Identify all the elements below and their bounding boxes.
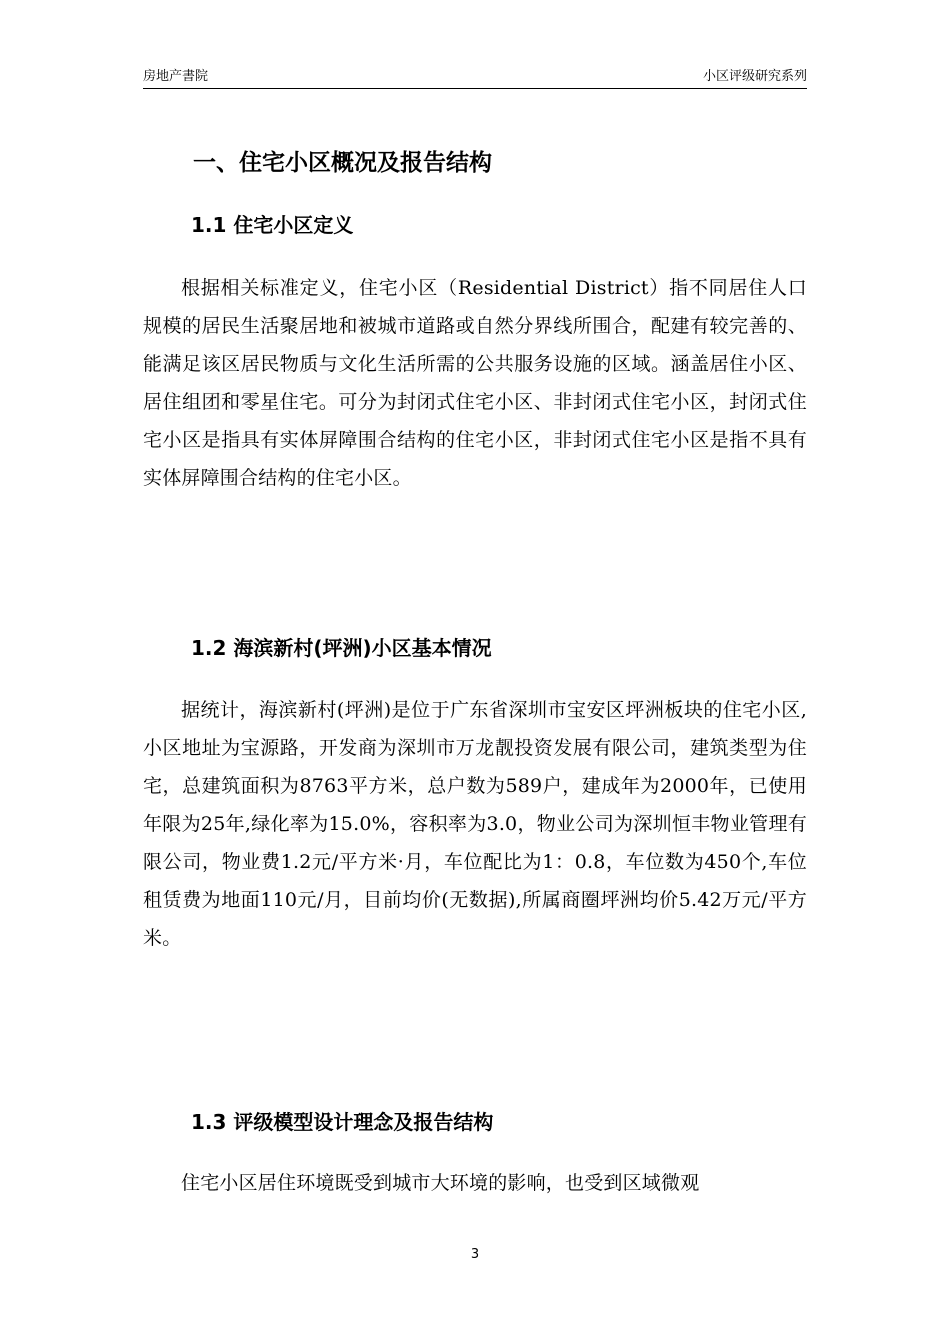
header-left-brand: 房地产書院 [143, 69, 209, 84]
section-1-1-paragraph: 根据相关标准定义，住宅小区（Residential District）指不同居住人口规模的居民生活聚居地和被城市道路或自然分界线所围合，配建有较完善的、能满足该区居民物质与文化生活所需的公共服务设施的区域。涵盖居住小区、居住组团和零星住宅。可分为封闭式住宅小区、非封闭式住宅小区，封闭式住宅小区是指具有实体屏障围合结构的住宅小区，非封闭式住宅小区是指不具有实体屏障围合结构的住宅小区。 [143, 277, 807, 489]
section-1-3-paragraph: 住宅小区居住环境既受到城市大环境的影响，也受到区域微观 [181, 1172, 700, 1194]
header-right-series: 小区评级研究系列 [702, 69, 807, 84]
section-1-3-heading: 1.3 评级模型设计理念及报告结构 [191, 1110, 494, 1134]
page-number: 3 [470, 1247, 480, 1262]
section-1-2-paragraph: 据统计，海滨新村(坪洲)是位于广东省深圳市宝安区坪洲板块的住宅小区,小区地址为宝源路，开发商为深圳市万龙靓投资发展有限公司，建筑类型为住宅，总建筑面积为8763平方米，总户数为589户，建成年为2000年，已使用年限为25年,绿化率为15.0%，容积率为3.0，物业公司为深圳恒丰物业管理有限公司，物业费1.2元/平方米·月，车位配比为1：0.8，车位数为450个,车位租赁费为地面110元/月，目前均价(无数据),所属商圈坪洲均价5.42万元/平方米。 [143, 699, 807, 949]
section-1-heading: 一、住宅小区概况及报告结构 [193, 150, 492, 176]
page-header [143, 66, 807, 89]
section-1-2-heading: 1.2 海滨新村(坪洲)小区基本情况 [191, 636, 492, 660]
section-1-1-heading: 1.1 住宅小区定义 [191, 213, 354, 237]
